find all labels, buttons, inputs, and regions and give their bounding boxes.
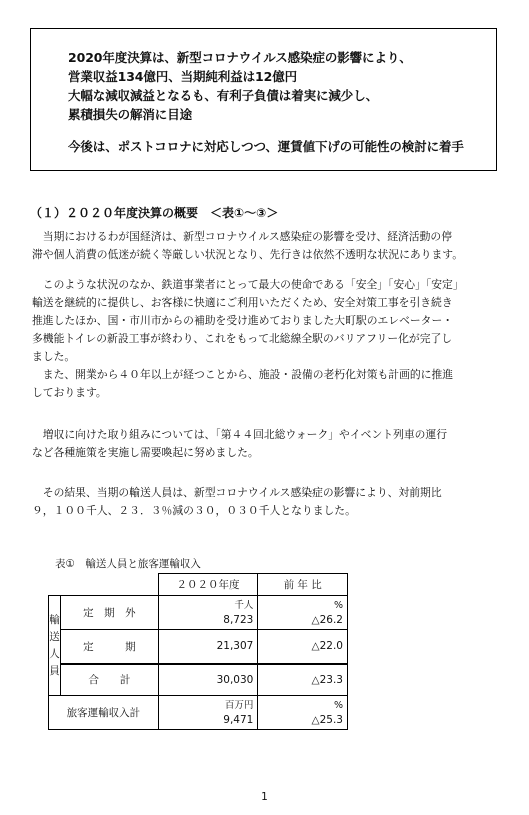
table-header-row (49, 574, 348, 596)
ridership-table (48, 573, 348, 730)
unit-label: 千人 (234, 599, 254, 611)
unit-label: % (333, 699, 343, 711)
row-pct: △23.3 (258, 664, 348, 696)
row-pct: △22.0 (258, 630, 348, 664)
paragraph-line: 推進したほか、国・市川市からの補助を受け進めておりました大町駅のエレベーター・ (32, 314, 454, 327)
table-row-total (49, 664, 348, 696)
paragraph-line: 当期におけるわが国経済は、新型コロナウイルス感染症の影響を受け、経済活動の停 (32, 230, 452, 243)
paragraph-line: このような状況のなか、鉄道事業者にとって最大の使命である「安全」「安心」「安定」 (32, 278, 464, 291)
paragraph-line: 輸送を継続的に提供し、お客様に快適にご利用いただくため、安全対策工事を引き続き (32, 296, 453, 309)
paragraph-line: ました。 (32, 350, 76, 363)
summary-line-5: 今後は、ポストコロナに対応しつつ、運賃値下げの可能性の検討に着手 (68, 139, 464, 154)
paragraph-line: 滞や個人消費の低迷が続く等厳しい状況となり、先行きは依然不透明な状況にあります。 (32, 248, 464, 261)
row-label: 定 期 (60, 630, 158, 664)
summary-box (30, 28, 497, 171)
revenue-pct: % △25.3 (258, 696, 348, 730)
table-row (49, 630, 348, 664)
group-char: 員 (49, 664, 60, 677)
ridership-group-label (49, 596, 61, 696)
row-value: 21,307 (158, 630, 258, 664)
header-yoy: 前 年 比 (258, 574, 348, 596)
row-value: 千人 8,723 (158, 596, 258, 630)
paragraph-line: など各種施策を実施し需要喚起に努めました。 (32, 446, 259, 459)
revenue-label: 旅客運輸収入計 (49, 696, 159, 730)
paragraph-economy (32, 228, 502, 264)
paragraph-line: 多機能トイレの新設工事が終わり、これをもって北総線全駅のバリアフリー化が完了し (32, 332, 453, 345)
paragraph-safety (32, 276, 502, 366)
group-char: 輸 (49, 613, 60, 626)
group-char: 人 (49, 647, 60, 660)
paragraph-line: 増収に向けた取り組みについては、「第４４回北総ウォーク」やイベント列車の運行 (32, 428, 448, 441)
row-value: 30,030 (158, 664, 258, 696)
paragraph-line: また、開業から４０年以上が経つことから、施設・設備の老朽化対策も計画的に推進 (32, 368, 454, 381)
table-caption: 表① 輸送人員と旅客運輸収入 (55, 558, 201, 570)
unit-label: 百万円 (224, 699, 254, 711)
row-label: 合 計 (60, 664, 158, 696)
paragraph-line: その結果、当期の輸送人員は、新型コロナウイルス感染症の影響により、対前期比 (32, 486, 442, 499)
row-label: 定 期 外 (60, 596, 158, 630)
revenue-value: 百万円 9,471 (158, 696, 258, 730)
paragraph-demand (32, 426, 502, 462)
table-row (49, 596, 348, 630)
section-title: （１）２０２０年度決算の概要 ＜表①～③＞ (30, 206, 279, 220)
paragraph-line: しております。 (32, 386, 107, 399)
summary-line-3: 大幅な減収減益となるも、有利子負債は着実に減少し、 (68, 88, 379, 103)
paragraph-result (32, 484, 502, 520)
summary-line-1: 2020年度決算は、新型コロナウイルス感染症の影響により、 (68, 50, 412, 65)
table-row-revenue (49, 696, 348, 730)
group-char: 送 (49, 630, 60, 643)
header-year: ２０２０年度 (158, 574, 258, 596)
paragraph-line: ９，１００千人、２３．３％減の３０，０３０千人となりました。 (32, 504, 356, 517)
unit-label: % (333, 599, 343, 611)
row-pct: % △26.2 (258, 596, 348, 630)
page-number: 1 (261, 791, 268, 803)
summary-line-2: 営業収益134億円、当期純利益は12億円 (68, 69, 297, 84)
paragraph-aging (32, 366, 502, 402)
summary-line-4: 累積損失の解消に目途 (68, 107, 193, 122)
